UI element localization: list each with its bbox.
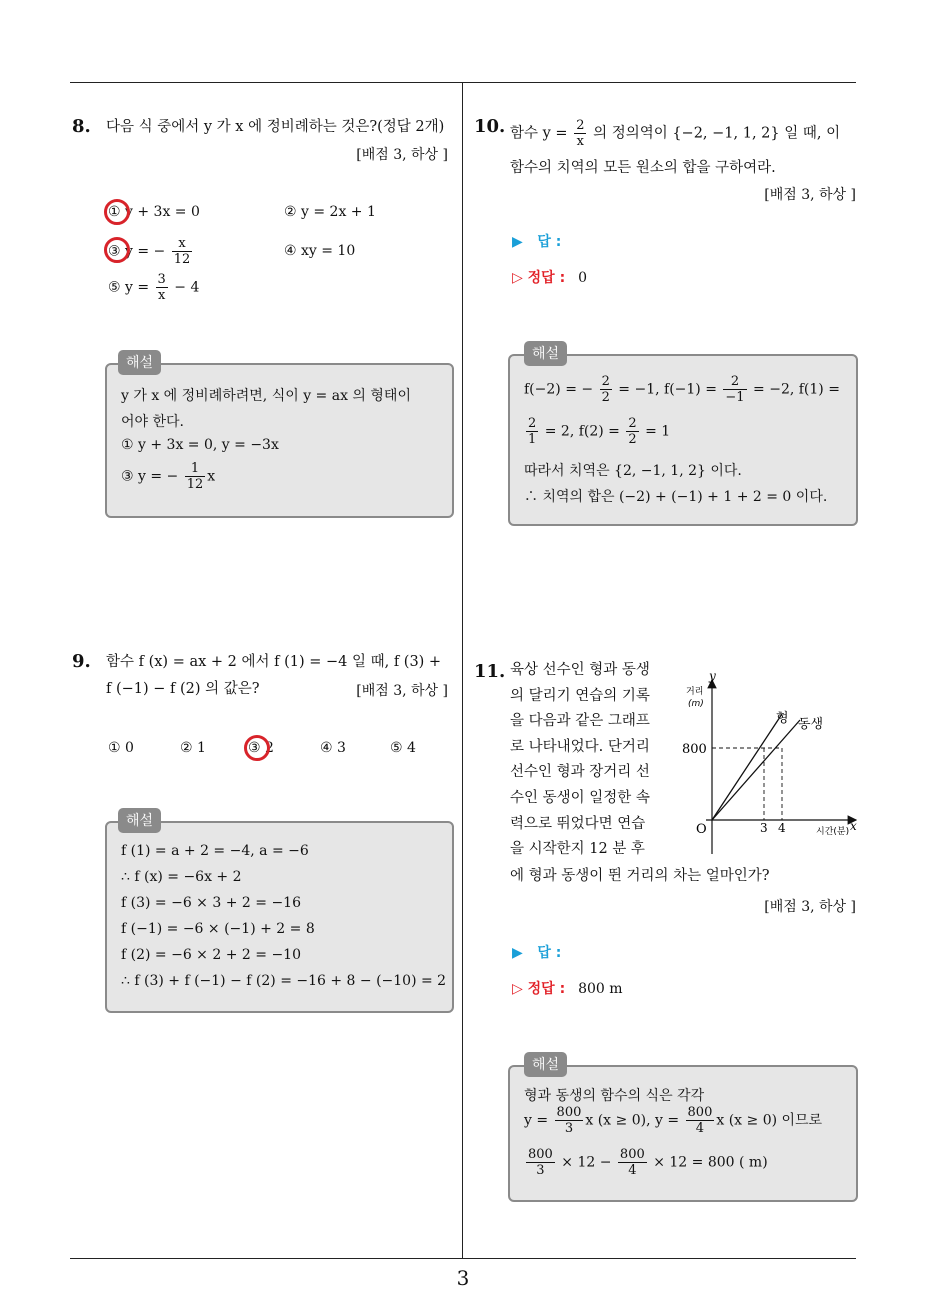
question-11-text-line: 육상 선수인 형과 동생 [510, 662, 650, 678]
q9-solution-box [105, 821, 454, 1013]
question-11-text-line: 을 시작한지 12 분 후 [510, 841, 645, 858]
q11-solution-tag: 해설 [524, 1052, 567, 1077]
q9-choice-1[interactable]: ① 0 [108, 740, 134, 756]
y-axis-unit: (m) [688, 699, 704, 709]
solution-line: ③ y = − $\frac{1}{12}$ x [121, 461, 216, 492]
question-8-score: [배점 3, 하상 ] [356, 147, 448, 163]
question-11-text-line: 을 다음과 같은 그래프 [510, 713, 650, 730]
fraction: $\frac{2}{2}$ [601, 374, 610, 405]
older-brother-line [712, 714, 782, 820]
solution-line: 따라서 치역은 {2, −1, 1, 2} 이다. [524, 463, 742, 479]
q8-choice-4[interactable]: ④ xy = 10 [284, 243, 356, 259]
fraction: $\frac{800}{4}$ [619, 1147, 645, 1178]
q9-solution-tag: 해설 [118, 808, 161, 833]
q8-choice-5[interactable]: ⑤ y = $\frac{3}{x}$ − 4 [108, 272, 200, 303]
distance-time-graph [676, 668, 866, 858]
q10-answer-row[interactable]: ▶ 답 : [512, 234, 562, 250]
question-11-number: 11. [474, 661, 506, 682]
y-tick-800: 800 [682, 742, 707, 757]
question-11-text-line: 선수인 형과 장거리 선 [510, 764, 650, 781]
question-11-text-line: 로 나타내었다. 단거리 [510, 738, 650, 755]
fraction: $\frac{2}{1}$ [528, 416, 537, 447]
solution-line: 형과 동생의 함수의 식은 각각 [524, 1088, 705, 1104]
question-10-text-line1: 함수 y = $\frac{2}{x}$ 의 정의역이 {−2, −1, 1, 2} 일 때, 이 [510, 118, 841, 149]
q10-solution-box [508, 354, 858, 526]
question-11-last-line: 에 형과 동생이 뛴 거리의 차는 얼마인가? [510, 868, 770, 884]
solution-line: y = $\frac{800}{3}$ x (x ≥ 0), y = $\frac{800}{4}$ x (x ≥ 0) 이므로 [524, 1105, 823, 1136]
question-10-text-line2: 함수의 치역의 모든 원소의 합을 구하여라. [510, 160, 776, 176]
play-arrow-icon: ▶ [512, 234, 523, 250]
question-11-text-line: 수인 동생이 일정한 속 [510, 790, 650, 806]
fraction: $\frac{800}{3}$ [528, 1147, 553, 1178]
question-9-number: 9. [72, 651, 91, 672]
solution-line: ∴ f (x) = −6x + 2 [121, 869, 242, 885]
selected-mark-icon [244, 735, 270, 761]
selected-mark-icon [104, 237, 130, 263]
q10-correct-row: ▷ 정답 : 0 [512, 270, 587, 286]
solution-line: f (2) = −6 × 2 + 2 = −10 [121, 947, 301, 963]
question-9-text-line2: f (−1) − f (2) 의 값은? [106, 681, 260, 697]
q11-solution-box [508, 1065, 858, 1202]
solution-line: y 가 x 에 정비례하려면, 식이 y = ax 의 형태이 [121, 388, 411, 404]
younger-brother-line [712, 720, 800, 820]
solution-line: f (3) = −6 × 3 + 2 = −16 [121, 895, 301, 911]
question-9-score: [배점 3, 하상 ] [356, 683, 448, 699]
fraction: $\frac{2}{-1}$ [725, 374, 745, 405]
question-10-number: 10. [474, 116, 506, 137]
younger-brother-label: 동생 [798, 717, 824, 732]
question-9-text-line1: 함수 f (x) = ax + 2 에서 f (1) = −4 일 때, f (3) + [106, 654, 442, 670]
y-axis-label: 거리 [686, 687, 704, 697]
q10-solution-tag: 해설 [524, 341, 567, 366]
fraction: $\frac{800}{4}$ [687, 1105, 713, 1136]
q9-choice-5[interactable]: ⑤ 4 [390, 740, 416, 756]
origin-label: O [696, 822, 707, 837]
fraction: $\frac{800}{3}$ [556, 1105, 582, 1136]
q11-correct-row: ▷ 정답 : 800 m [512, 981, 623, 997]
older-brother-label: 형 [776, 711, 789, 726]
question-8-text: 다음 식 중에서 y 가 x 에 정비례하는 것은?(정답 2개) [106, 119, 445, 135]
x-tick-3: 3 [760, 821, 768, 835]
fraction: $\frac{3}{x}$ [157, 272, 166, 303]
question-8-number: 8. [72, 116, 91, 137]
x-axis-name: x [850, 819, 857, 833]
solution-line: f (−1) = −6 × (−1) + 2 = 8 [121, 921, 315, 937]
q8-choice-1[interactable]: ① y + 3x = 0 [108, 204, 200, 220]
top-rule [70, 82, 856, 83]
x-tick-4: 4 [778, 821, 786, 835]
question-11-text-line: 의 달리기 연습의 기록 [510, 687, 650, 704]
question-10-score: [배점 3, 하상 ] [764, 187, 856, 203]
solution-line: ∴ 치역의 합은 (−2) + (−1) + 1 + 2 = 0 이다. [524, 489, 828, 505]
outline-arrow-icon: ▷ [512, 270, 523, 286]
x-axis-label: 시간(분) [816, 827, 850, 837]
column-divider [462, 82, 463, 1259]
question-11-text-line: 력으로 뛰었다면 연습 [510, 815, 646, 832]
bottom-rule [70, 1258, 856, 1259]
question-11-score: [배점 3, 하상 ] [764, 899, 856, 915]
q9-choice-4[interactable]: ④ 3 [320, 740, 346, 756]
q8-solution-box [105, 363, 454, 518]
solution-line: f(−2) = − $\frac{2}{2}$ = −1, f(−1) = $\frac{2}{-1}$ = −2, f(1) = [524, 374, 840, 405]
q8-choice-3-prefix: ③ y = − [108, 243, 166, 260]
solution-line: f (1) = a + 2 = −4, a = −6 [121, 843, 309, 859]
outline-arrow-icon: ▷ [512, 981, 523, 997]
solution-line: ① y + 3x = 0, y = −3x [121, 437, 279, 453]
solution-line: 어야 한다. [121, 414, 184, 430]
fraction: $\frac{2}{2}$ [628, 416, 637, 447]
solution-line: $\frac{800}{3}$ × 12 − $\frac{800}{4}$ × 12 = 800 ( m) [528, 1147, 768, 1178]
q9-choice-3[interactable]: ③ 2 [248, 740, 274, 756]
fraction: $\frac{1}{12}$ [186, 461, 204, 492]
y-axis-name: y [709, 669, 716, 683]
selected-mark-icon [104, 199, 130, 225]
q8-choice-2[interactable]: ② y = 2x + 1 [284, 204, 376, 220]
page-number: 3 [456, 1266, 470, 1290]
solution-line: ∴ f (3) + f (−1) − f (2) = −16 + 8 − (−10) = 2 [121, 973, 447, 989]
play-arrow-icon: ▶ [512, 945, 523, 961]
solution-line: $\frac{2}{1}$ = 2, f(2) = $\frac{2}{2}$ = 1 [528, 416, 671, 447]
q8-solution-tag: 해설 [118, 350, 161, 375]
q9-choice-2[interactable]: ② 1 [180, 740, 206, 756]
q11-answer-row[interactable]: ▶ 답 : [512, 945, 562, 961]
fraction: $\frac{x}{12}$ [173, 236, 191, 267]
fraction: $\frac{2}{x}$ [576, 118, 585, 149]
